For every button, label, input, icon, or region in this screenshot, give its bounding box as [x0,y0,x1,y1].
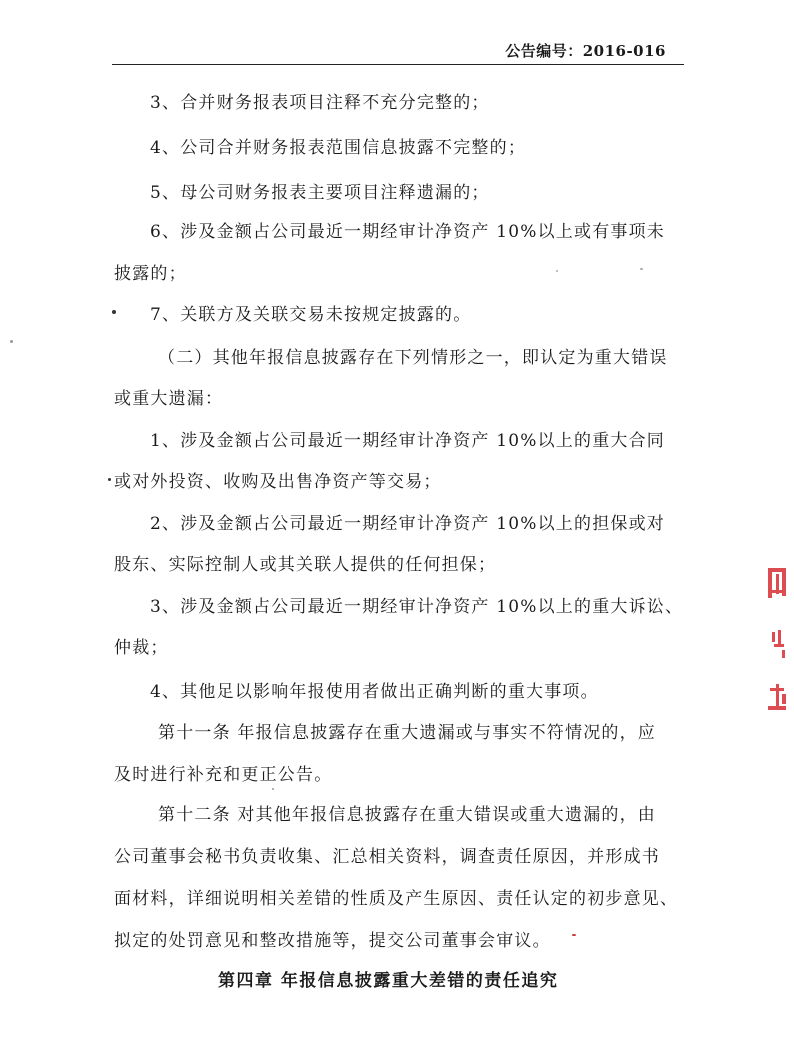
scan-speck [272,788,274,790]
scan-speck [556,270,558,272]
paragraph-line: 拟定的处罚意见和整改措施等，提交公司董事会审议。 [114,931,551,951]
paragraph-line: 第十一条 年报信息披露存在重大遗漏或与事实不符情况的，应 [158,723,657,743]
paragraph-line: （二）其他年报信息披露存在下列情形之一，即认定为重大错误 [158,348,668,368]
scan-speck [572,934,576,936]
paragraph-line: 4、其他足以影响年报使用者做出正确判断的重大事项。 [150,682,599,702]
paragraph-line: 面材料，详细说明相关差错的性质及产生原因、责任认定的初步意见、 [114,889,679,909]
paragraph-line: 公司董事会秘书负责收集、汇总相关资料，调查责任原因，并形成书 [114,847,660,867]
scan-speck [112,310,116,314]
paragraph-line: 7、关联方及关联交易未按规定披露的。 [150,305,472,325]
paragraph-line: 6、涉及金额占公司最近一期经审计净资产 10%以上或有事项未 [150,222,666,242]
paragraph-line: 第十二条 对其他年报信息披露存在重大错误或重大遗漏的，由 [158,805,657,825]
paragraph-line: 4、公司合并财务报表范围信息披露不完整的； [150,138,527,158]
paragraph-line: 1、涉及金额占公司最近一期经审计净资产 10%以上的重大合同 [150,431,666,451]
paragraph-line: 及时进行补充和更正公告。 [114,765,333,785]
paragraph-line: 3、涉及金额占公司最近一期经审计净资产 10%以上的重大诉讼、 [150,597,684,617]
paragraph-line: 2、涉及金额占公司最近一期经审计净资产 10%以上的担保或对 [150,514,666,534]
paragraph-line: 仲裁； [114,638,169,658]
paragraph-line: 或对外投资、收购及出售净资产等交易； [114,472,442,492]
scan-speck [10,340,13,343]
scan-speck [108,478,111,481]
paragraph-line: 或重大遗漏： [114,389,224,409]
announcement-number: 公告编号：2016-016 [505,42,666,60]
seal-stamp-fragment [752,560,794,730]
paragraph-line: 股东、实际控制人或其关联人提供的任何担保； [114,555,497,575]
paragraph-line: 3、合并财务报表项目注释不充分完整的； [150,93,490,113]
scan-speck [640,268,643,270]
paragraph-line: 5、母公司财务报表主要项目注释遗漏的； [150,183,490,203]
chapter-heading: 第四章 年报信息披露重大差错的责任追究 [218,971,559,991]
paragraph-line: 披露的； [114,264,187,284]
header-divider [112,64,684,65]
